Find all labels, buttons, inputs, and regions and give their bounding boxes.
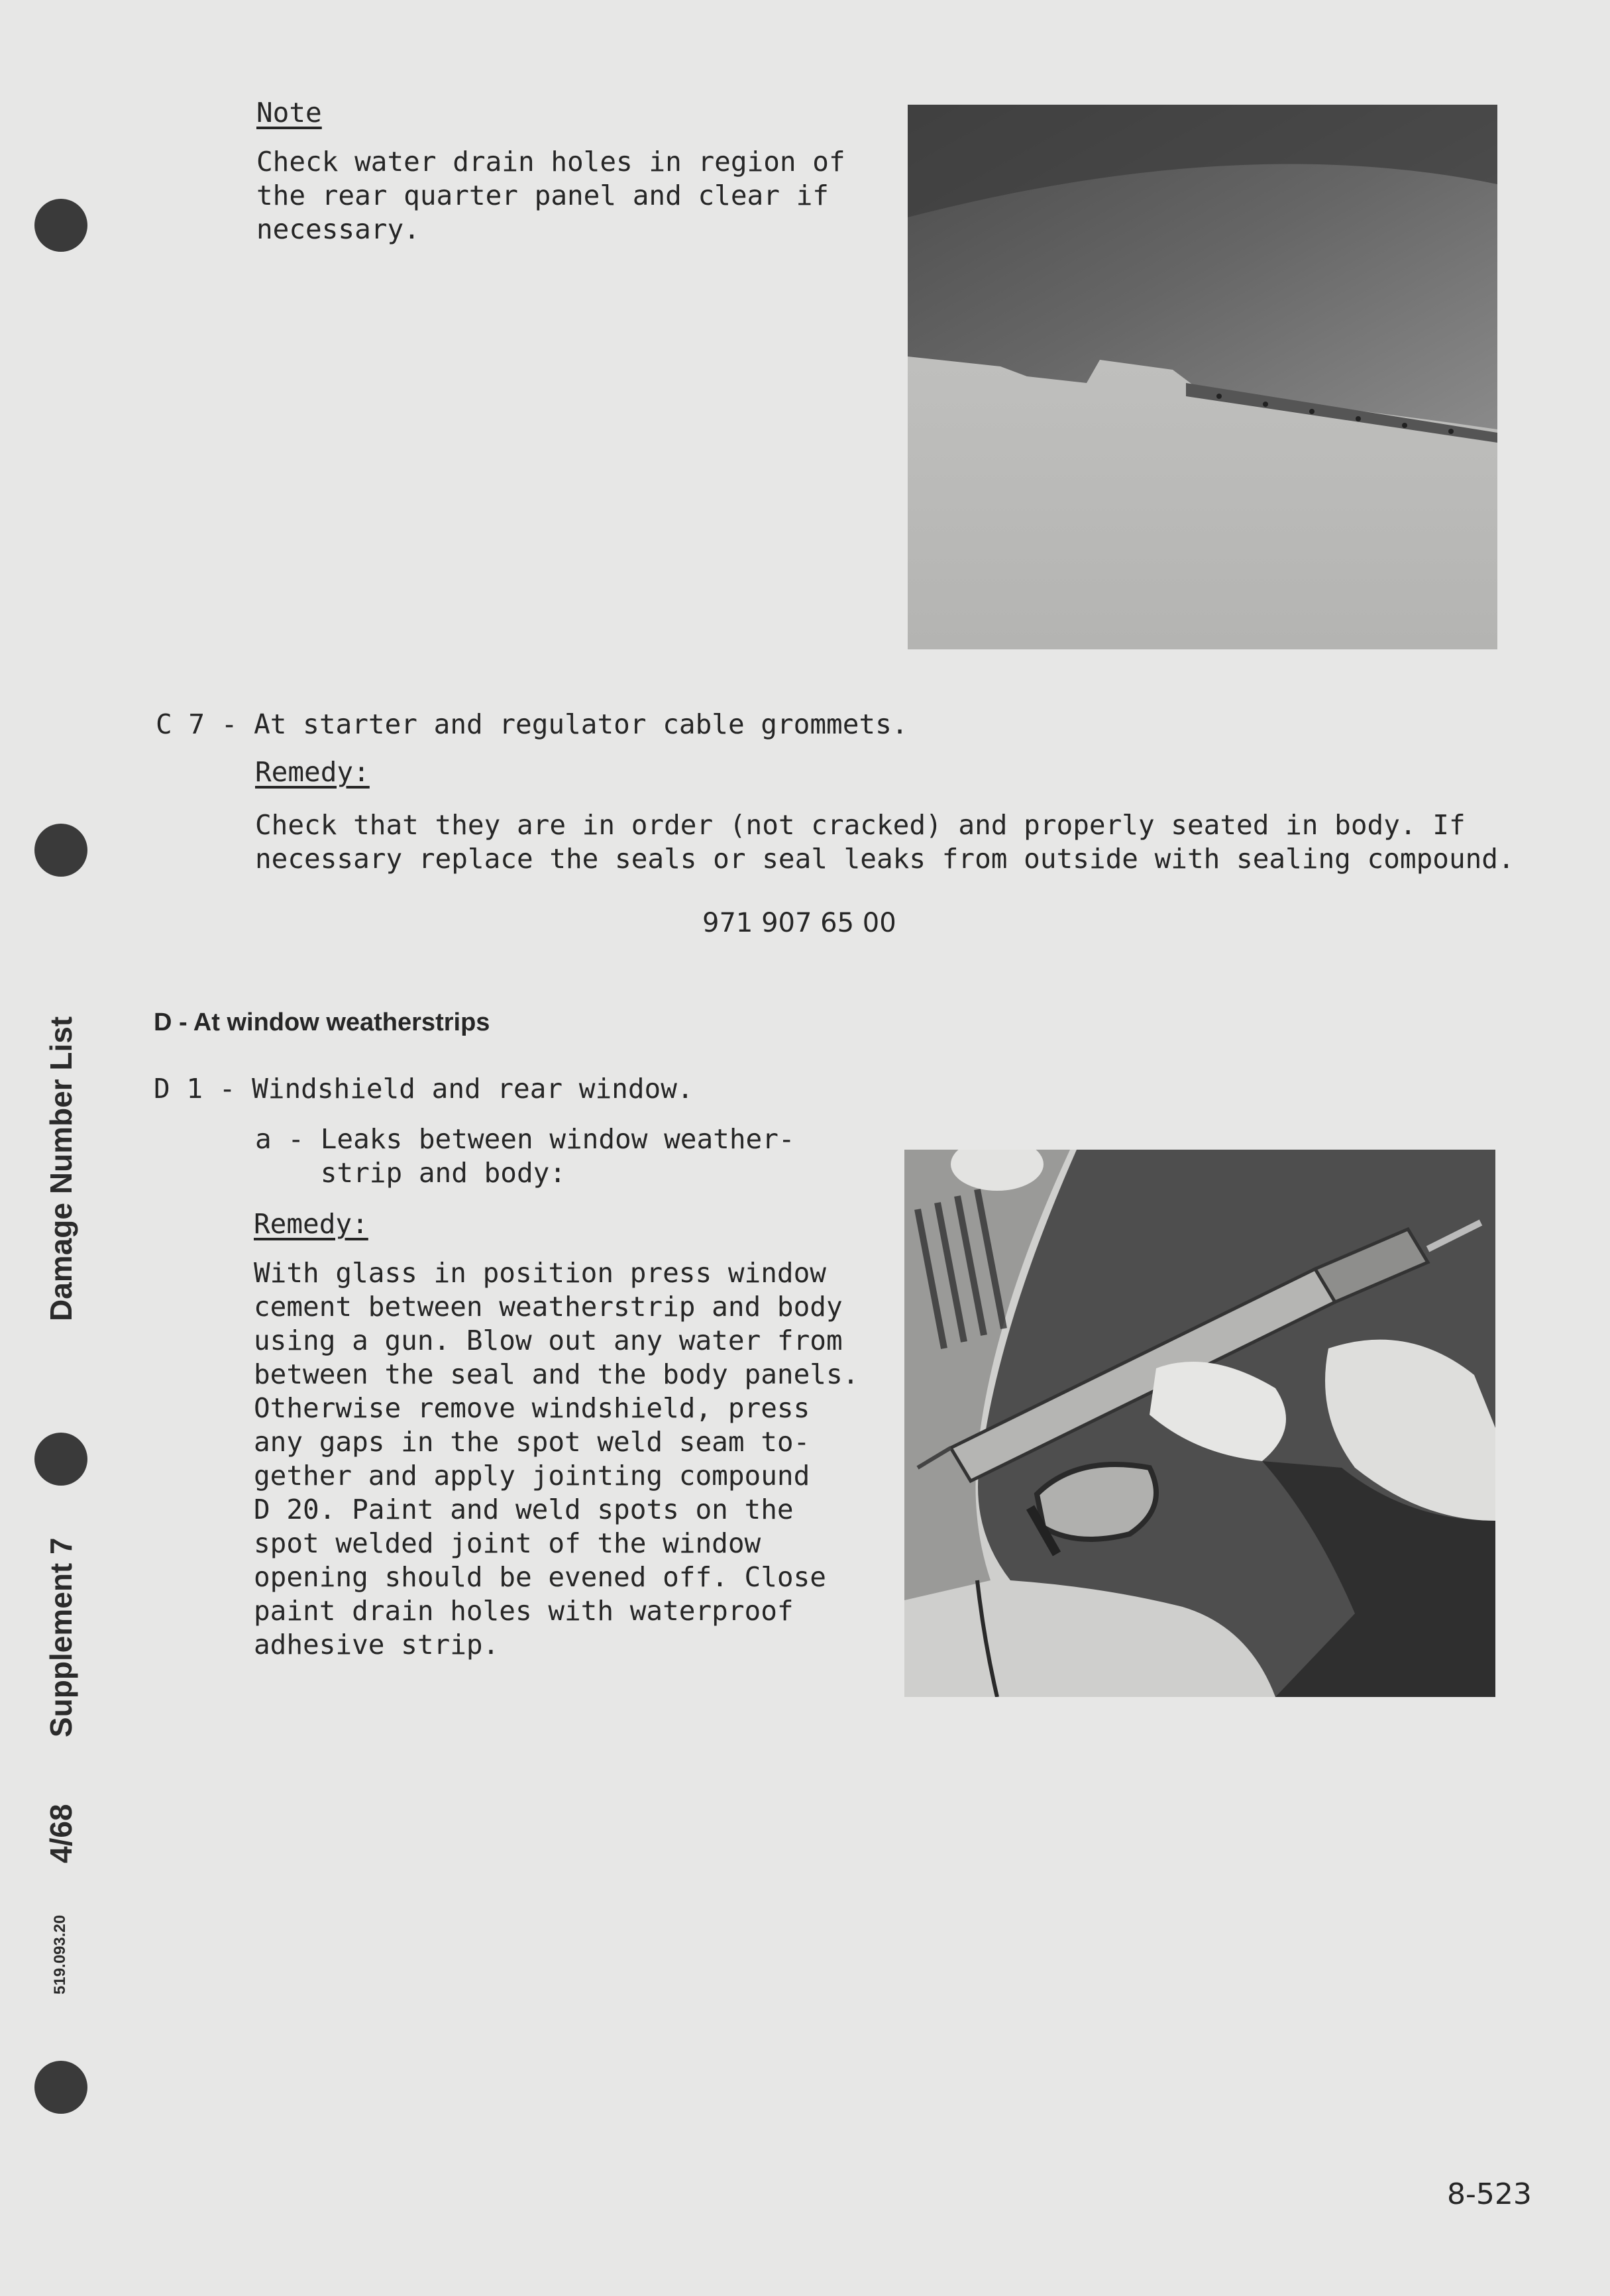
section-d-heading: D - At window weatherstrips <box>154 1009 490 1036</box>
remedy-line: opening should be evened off. Close <box>254 1561 826 1593</box>
remedy-line: With glass in position press window <box>254 1257 826 1289</box>
c7-remedy-label: Remedy: <box>255 756 370 788</box>
d1-remedy-text <box>254 1256 859 1662</box>
photo-rear-quarter-panel <box>908 105 1497 649</box>
binder-hole-1 <box>34 199 87 252</box>
remedy-line: between the seal and the body panels. <box>254 1358 859 1390</box>
sidebar-list-title: Damage Number List <box>44 1016 78 1321</box>
sidebar-supplement: Supplement 7 <box>44 1537 78 1737</box>
d1-sub-a-line-1: a - Leaks between window weather- <box>255 1123 795 1155</box>
d1-title: D 1 - Windshield and rear window. <box>154 1073 694 1105</box>
remedy-line: Otherwise remove windshield, press <box>254 1392 810 1424</box>
note-line-2: the rear quarter panel and clear if <box>256 180 829 211</box>
d1-sub-a-line-2: strip and body: <box>255 1157 566 1189</box>
c7-part-number: 971 907 65 00 <box>702 908 896 938</box>
page-number: 8-523 <box>1447 2177 1532 2211</box>
d1-remedy-label: Remedy: <box>254 1208 368 1240</box>
note-heading: Note <box>256 97 322 129</box>
remedy-line: D 20. Paint and weld spots on the <box>254 1494 794 1525</box>
remedy-line: gether and apply jointing compound <box>254 1460 810 1492</box>
binder-hole-2 <box>34 824 87 877</box>
remedy-line: any gaps in the spot weld seam to- <box>254 1426 810 1458</box>
remedy-line: spot welded joint of the window <box>254 1527 761 1559</box>
binder-hole-4 <box>34 2061 87 2114</box>
c7-line-2: necessary replace the seals or seal leaks from outside with sealing compound. <box>255 843 1515 875</box>
note-line-3: necessary. <box>256 213 420 245</box>
photo-window-cement-gun <box>904 1150 1495 1697</box>
sidebar-doc-code: 519.093.20 <box>51 1914 69 1995</box>
sidebar-date: 4/68 <box>44 1804 78 1863</box>
note-line-1: Check water drain holes in region of <box>256 146 845 178</box>
c7-title: C 7 - At starter and regulator cable grommets. <box>156 708 908 740</box>
remedy-line: paint drain holes with waterproof <box>254 1595 794 1627</box>
remedy-line: cement between weatherstrip and body <box>254 1291 843 1323</box>
binder-hole-3 <box>34 1433 87 1486</box>
c7-line-1: Check that they are in order (not cracked) and properly seated in body. If <box>255 809 1466 841</box>
remedy-line: using a gun. Blow out any water from <box>254 1325 843 1356</box>
remedy-line: adhesive strip. <box>254 1629 500 1661</box>
